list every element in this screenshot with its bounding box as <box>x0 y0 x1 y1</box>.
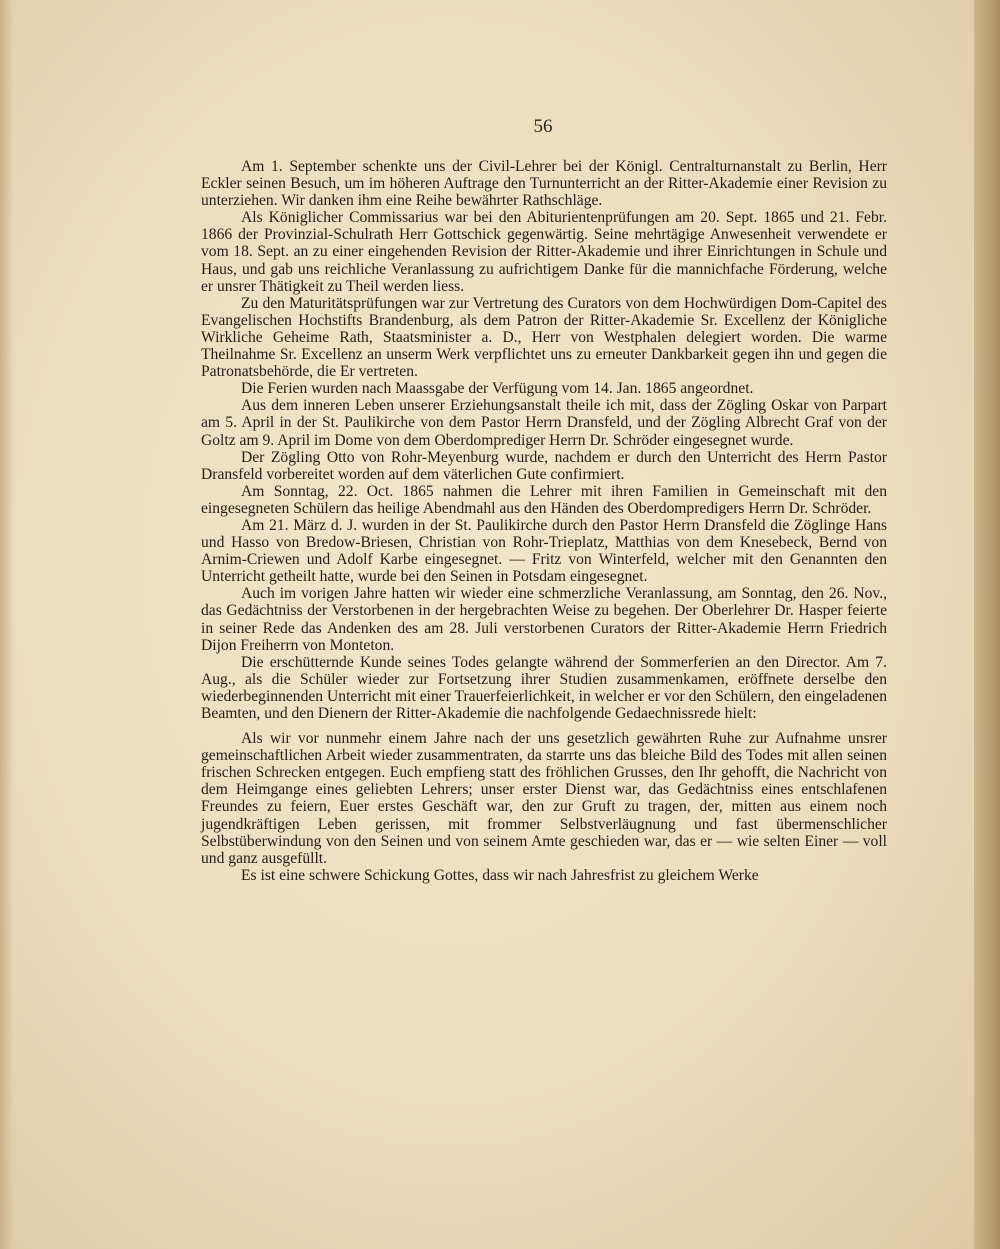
body-text <box>201 158 887 884</box>
page-left-shadow <box>0 0 14 1249</box>
paragraph-maturitaetspruefungen: Zu den Maturitätsprüfungen war zur Vertretung des Curators von dem Hochwürdigen Dom-Capitel des Evangelischen Hochstifts Brandenburg, als dem Patron der Ritter-Akademie Sr. Excellenz der Königliche Wirkliche Geheime Rath, Staatsminister a. D., Herr von Westphalen delegiert worden. Die warme Theilnahme Sr. Excellenz an unserm Werk verpflichtet uns zu erneuter Dankbarkeit gegen ihn und gegen die Patronatsbehörde, die Er vertreten. <box>201 294 887 381</box>
speech-paragraph: Als wir vor nunmehr einem Jahre nach der uns gesetzlich gewährten Ruhe zur Aufnahme unsrer gemeinschaftlichen Arbeit wieder zusammentraten, da starrte uns das bleiche Bild des Todes mit allen seinen frischen Schrecken entgegen. Euch empfieng statt des fröhlichen Grusses, den Ihr gehofft, die Nachricht von dem Heimgange eines geliebten Lehrers; unser erster Dienst war, das Gedächtniss eines entschlafenen Freundes zu feiern, Euer erstes Geschäft war, den zur Gruft zu tragen, der, mitten aus einem noch jugendkräftigen Leben gerissen, mit frommer Selbstverläugnung und fast übermenschlicher Selbstüberwindung von den Seinen und von seinem Amte geschieden war, das er — wie selten Einer — voll und ganz ausgefüllt. <box>201 730 887 867</box>
paragraph-confirmation: Der Zögling Otto von Rohr-Meyenburg wurde, nachdem er durch den Unterricht des Herrn Pastor Dransfeld vorbereitet worden auf dem väterlichen Gute confirmiert. <box>201 448 887 483</box>
speech-paragraph: Es ist eine schwere Schickung Gottes, dass wir nach Jahresfrist zu gleichem Werke <box>241 866 759 884</box>
paragraph-todeskunde: Die erschütternde Kunde seines Todes gelangte während der Sommerferien an den Director. Am 7. Aug., als die Schüler wieder zur Fortsetzung ihrer Studien zusammenkamen, eröffnete derselbe den wiederbeginnenden Unterricht mit einer Trauerfeierlichkeit, in welcher er vor den Schülern, den eingeladenen Beamten, und den Dienern der Ritter-Akademie die nachfolgende Gedaechnissrede hielt: <box>201 653 887 722</box>
paragraph-abendmahl: Am Sonntag, 22. Oct. 1865 nahmen die Lehrer mit ihren Familien in Gemeinschaft mit den eingesegneten Schülern das heilige Abendmahl aus den Händen des Oberdompredigers Herrn Dr. Schröder. <box>201 482 887 517</box>
paragraph-ferien: Die Ferien wurden nach Maassgabe der Verfügung vom 14. Jan. 1865 angeordnet. <box>241 380 754 398</box>
paragraph-einsegnung-april: Aus dem inneren Leben unserer Erziehungsanstalt theile ich mit, dass der Zögling Oskar von Parpart am 5. April in der St. Paulikirche von dem Pastor Herrn Dransfeld, und der Zögling Albrecht Graf von der Goltz am 9. April im Dome von dem Oberdomprediger Herrn Dr. Schröder eingesegnet wurde. <box>201 397 887 449</box>
page-right-edge <box>974 0 1000 1249</box>
paragraph-turnunterricht: Am 1. September schenkte uns der Civil-Lehrer bei der Königl. Centralturnanstalt zu Berlin, Herr Eckler seinen Besuch, um im höheren Auftrage den Turnunterricht an der Ritter-Akademie einer Revision zu unterziehen. Wir danken ihm eine Reihe bewährter Rathschläge. <box>201 158 887 210</box>
paragraph-einsegnung-maerz: Am 21. März d. J. wurden in der St. Paulikirche durch den Pastor Herrn Dransfeld die Zöglinge Hans und Hasso von Bredow-Briesen, Christian von Rohr-Trieplatz, Matthias von dem Knesebeck, Bernd von Arnim-Criewen und Adolf Karbe eingesegnet. — Fritz von Winterfeld, welcher mit den Genannten den Unterricht getheilt hatte, wurde bei den Seinen in Potsdam eingesegnet. <box>201 516 887 586</box>
paragraph-gedaechtniss: Auch im vorigen Jahre hatten wir wieder eine schmerzliche Veranlassung, am Sonntag, den 26. Nov., das Gedächtniss der Verstorbenen in der hergebrachten Weise zu begehen. Der Oberlehrer Dr. Hasper feierte in seiner Rede das Andenken des am 28. Juli verstorbenen Curators der Ritter-Akademie Herrn Friedrich Dijon Freiherrn von Monteton. <box>201 585 887 654</box>
page-number: 56 <box>533 116 553 137</box>
paragraph-commissarius: Als Königlicher Commissarius war bei den Abiturientenprüfungen am 20. Sept. 1865 und 21. Febr. 1866 der Provinzial-Schulrath Herr Gottschick gegenwärtig. Seine mehrtägige Anwesenheit verwendete er vom 18. Sept. an zu einer eingehenden Revision der Ritter-Akademie und ihrer Einrichtungen in Schule und Haus, und gab uns reichliche Veranlassung zu aufrichtigem Danke für die mannichfache Förderung, welche er unsrer Thätigkeit zu Theil werden liess. <box>201 209 887 295</box>
